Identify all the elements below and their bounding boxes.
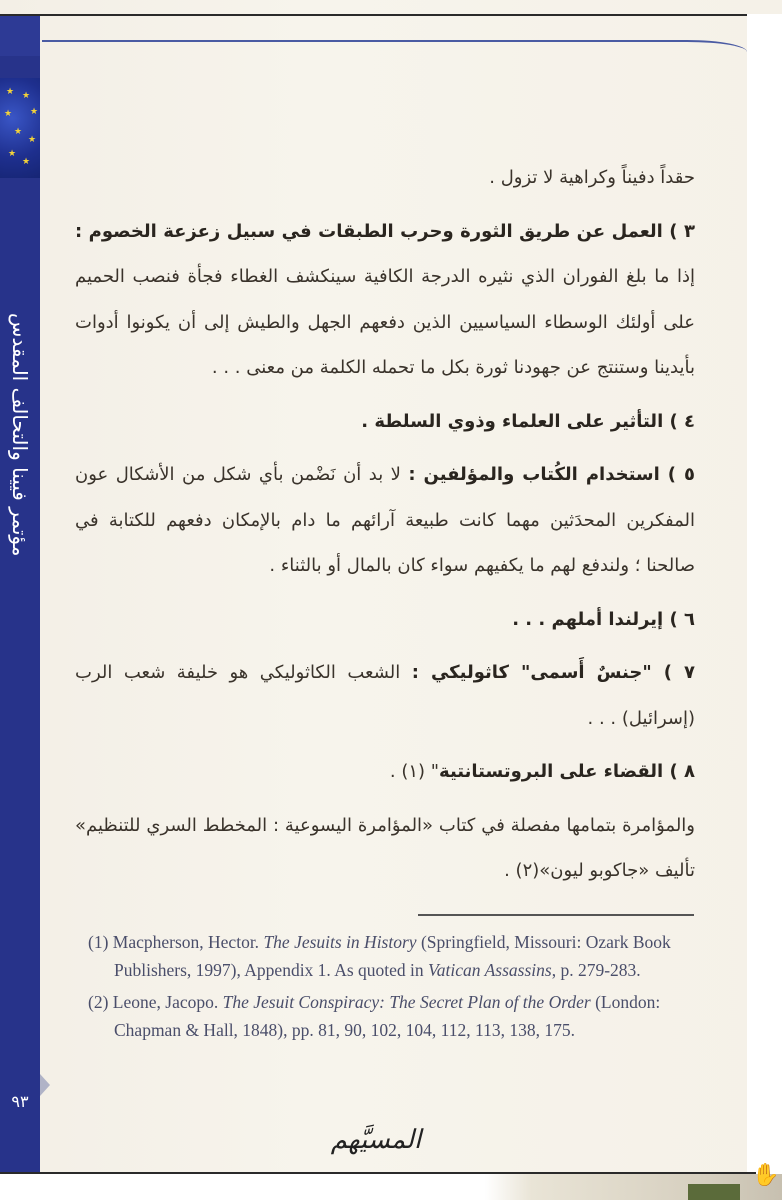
footnote-author: Leone, Jacopo. (108, 992, 223, 1012)
list-item-heading: ٥ ) استخدام الكُتاب والمؤلفين : (408, 464, 695, 485)
list-item-6 (75, 597, 695, 643)
footnote-pages: , p. 279-283. (551, 960, 641, 980)
footnote-source-title: Vatican Assassins (428, 960, 552, 980)
footnote-number: (1) (88, 932, 109, 952)
list-item-heading: ٤ ) التأثير على العلماء وذوي السلطة . (361, 410, 695, 432)
page-number-arrow (40, 1074, 50, 1096)
eu-flag-icon: ★ ★ ★ ★ ★ ★ ★ ★ (0, 78, 40, 178)
hand-cursor-icon: ✋ (752, 1162, 780, 1188)
sidebar-top-block (0, 16, 40, 56)
bottom-strip (0, 1174, 782, 1200)
body-text (75, 155, 695, 894)
list-item-5 (75, 452, 695, 589)
list-item-text: لا بد أن نَضْمن بأي شكل من الأشكال عون المفكرين المحدَثين مهما كانت طبيعة آرائهم ما دام بالإمكان دفعهم للكتابة في صالحنا ؛ ولندفع لهم ما يكفيهم سواء كان بالمال أو بالثناء . (75, 464, 695, 576)
logo-underline (348, 1150, 408, 1158)
list-item-heading: ٦ ) إيرلندا أملهم . . . (512, 608, 695, 630)
footnote-1 (88, 928, 698, 984)
list-item-text: الشعب الكاثوليكي هو خليفة شعب الرب (إسرائيل) . . . (75, 662, 695, 729)
footnotes (88, 928, 698, 1044)
footnote-publication: (Springfield, Missouri: Ozark Book Publishers, 1997), Appendix 1. As quoted in (114, 932, 671, 980)
list-item-heading: ٧ ) "جنسٌ أَسمى" كاثوليكي : (411, 662, 696, 683)
list-item-3 (75, 209, 695, 391)
list-item-heading: ٨ ) القضاء على البروتستانتية (439, 761, 695, 782)
list-item-heading: ٣ ) العمل عن طريق الثورة وحرب الطبقات في سبيل زعزعة الخصوم : (75, 220, 695, 242)
footnote-divider (418, 914, 694, 916)
list-item-4 (75, 399, 695, 445)
running-title: مؤتمر فيينا والتحالف المقدس (8, 312, 32, 556)
footnote-number: (2) (88, 992, 109, 1012)
closing-paragraph: والمؤامرة بتمامها مفصلة في كتاب «المؤامرة اليسوعية : المخطط السري للتنظيم» تأليف «جاكوبو ليون»(٢) . (75, 814, 695, 881)
page-number: ٩٣ (11, 1091, 29, 1111)
list-item-8 (75, 749, 695, 795)
publisher-logo: المسيَّهم (330, 1125, 422, 1155)
top-border (0, 14, 782, 16)
sidebar-band (0, 16, 40, 1172)
footnote-publication: (London: Chapman & Hall, 1848), pp. 81, 90, 102, 104, 112, 113, 138, 175. (114, 992, 661, 1040)
paragraph: حقداً دفيناً وكراهية لا تزول . (489, 167, 695, 188)
footnote-title: The Jesuit Conspiracy: The Secret Plan of the Order (222, 992, 591, 1012)
bottom-strip-patch (688, 1184, 740, 1200)
footnote-2 (88, 988, 698, 1044)
footnote-ref: " (١) . (389, 761, 440, 782)
page-edge (747, 14, 782, 1174)
footnote-title: The Jesuits in History (263, 932, 417, 952)
list-item-7 (75, 650, 695, 741)
list-item-text: إذا ما بلغ الفوران الذي نثيره الدرجة الكافية سينكشف الغطاء فجأة فنصب الحميم على أولئك الوسطاء السياسيين الذين دفعهم الجهل والطيش إلى أن يكونوا أدوات بأيدينا وستنتج عن جهودنا ثورة بكل ما تحمله الكلمة من معنى . . . (75, 266, 695, 378)
footnote-author: Macpherson, Hector. (108, 932, 264, 952)
header-rule (42, 40, 747, 56)
